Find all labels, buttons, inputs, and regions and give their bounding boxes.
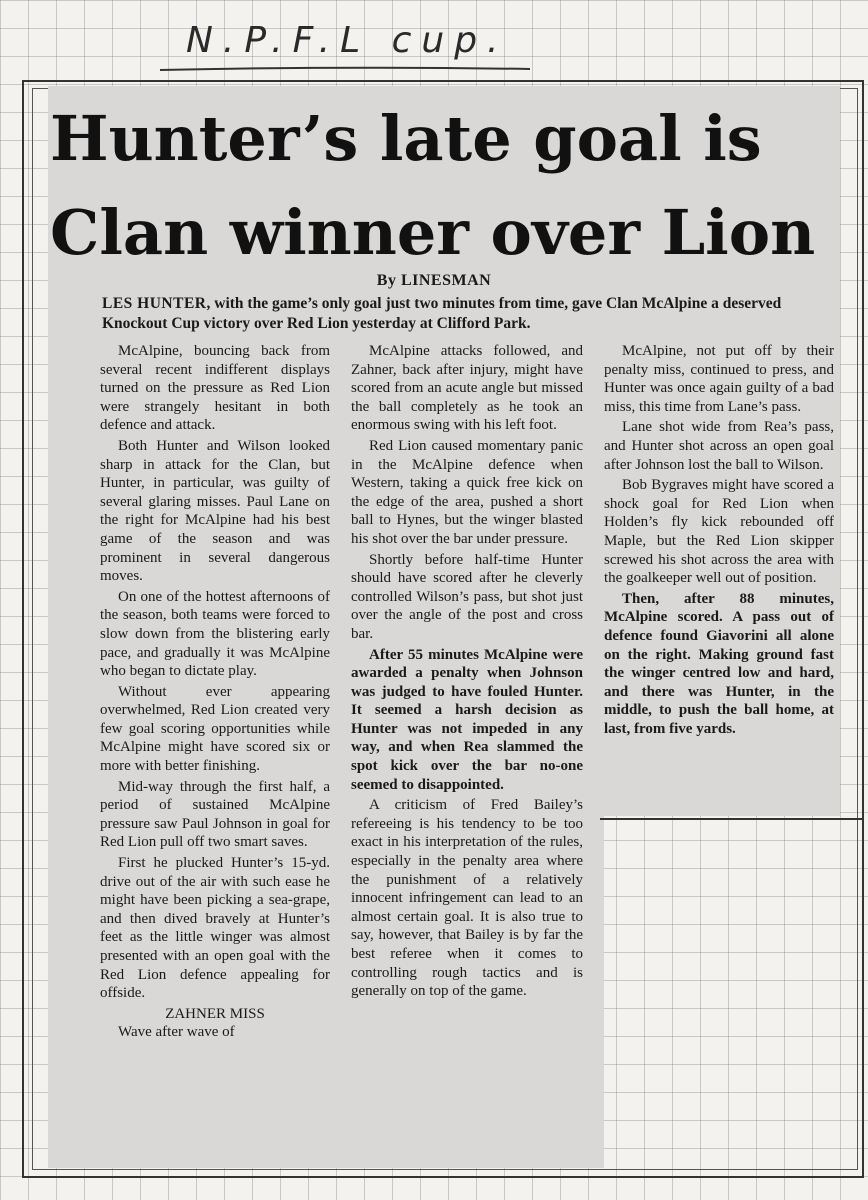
paragraph: Lane shot wide from Rea’s pass, and Hunter shot across an open goal after Johnson lost the ball to Wilson.	[604, 419, 834, 473]
lead-text: , with the game’s only goal just two minutes from time, gave Clan McAlpine a deserved Knockout Cup victory over Red Lion yesterday at Clifford Park.	[102, 295, 782, 332]
lead-paragraph	[102, 294, 842, 334]
handwritten-note-text: N.P.F.L cup.	[186, 20, 509, 61]
handwritten-underline	[160, 66, 530, 72]
paragraph: McAlpine, bouncing back from several recent indifferent displays turned on the pressure as Red Lion were strangely hesitant in both defence and attack.	[100, 343, 330, 434]
clipping-cut-edge	[600, 818, 862, 820]
headline-line-1: Hunter’s late goal is	[50, 102, 762, 175]
paragraph: McAlpine attacks followed, and Zahner, back after injury, might have scored from an acute angle but missed the ball completely as he took an enormous swing with his left foot.	[351, 343, 583, 434]
handwritten-note	[150, 8, 530, 70]
paragraph: Shortly before half-time Hunter should have scored after he cleverly controlled Wilson’s pass, but shot just over the angle of the post and cross bar.	[351, 551, 583, 642]
paragraph: Both Hunter and Wilson looked sharp in attack for the Clan, but Hunter, in particular, was guilty of several glaring misses. Paul Lane on the right for McAlpine had his best game of the season and was prominent in several dangerous moves.	[100, 437, 330, 585]
lead-kicker: LES HUNTER	[102, 295, 207, 312]
headline-line-2: Clan winner over Lion	[50, 196, 816, 269]
paragraph: McAlpine, not put off by their penalty miss, continued to press, and Hunter was once again guilty of a bad miss, this time from Lane’s pass.	[604, 343, 834, 415]
paragraph: Bob Bygraves might have scored a shock goal for Red Lion when Holden’s fly kick rebounded off Maple, but the Red Lion skipper screwed his shot across the area with the goalkeeper well out of position.	[604, 477, 834, 587]
article-column-2	[351, 342, 583, 1003]
paragraph: A criticism of Fred Bailey’s refereeing is his tendency to be too exact in his interpretation of the rules, especially in the penalty area where the punishment of a relatively innocent infringement can lead to an almost certain goal. It is also true to say, however, that Bailey is by far the best referee when it comes to controlling rough tactics and is generally on top of the game.	[351, 797, 583, 1000]
article-column-3	[604, 342, 834, 740]
byline: By LINESMAN	[376, 272, 492, 289]
paragraph: Mid-way through the first half, a period of sustained McAlpine pressure saw Paul Johnson in goal for Red Lion pull off two smart saves.	[100, 778, 330, 851]
paragraph: Without ever appearing overwhelmed, Red Lion created very few goal scoring opportunities while McAlpine might have scored six or more with better finishing.	[100, 683, 330, 775]
paragraph-bold: After 55 minutes McAlpine were awarded a penalty when Johnson was judged to have fouled Hunter. It seemed a harsh decision as Hunter was not impeded in any way, and when Rea slammed the spot kick over the bar no-one seemed to disappointed.	[351, 646, 583, 793]
paragraph: First he plucked Hunter’s 15-yd. drive out of the air with such ease he might have been picking a sea-grape, and then dived bravely at Hunter’s feet as the little winger was almost presented with an open goal with the Red Lion defence appealing for offside.	[100, 855, 330, 1002]
article-column-1	[100, 342, 330, 1044]
paragraph: Wave after wave of	[118, 1024, 235, 1041]
paragraph: Red Lion caused momentary panic in the McAlpine defence when Western, taking a quick free kick on the edge of the area, pushed a short ball to Hynes, but the winger blasted his shot over the bar under pressure.	[351, 437, 583, 547]
paragraph-bold: Then, after 88 minutes, McAlpine scored. A pass out of defence found Giavorini all alone on the right. Making ground fast the winger centred low and hard, and there was Hunter, in the middle, to push the ball home, at last, from five yards.	[604, 590, 834, 737]
subheading: ZAHNER MISS	[165, 1005, 265, 1022]
paragraph: On one of the hottest afternoons of the season, both teams were forced to slow down from the blistering early pace, and gradually it was McAlpine who began to dictate play.	[100, 588, 330, 680]
headline	[50, 92, 850, 280]
